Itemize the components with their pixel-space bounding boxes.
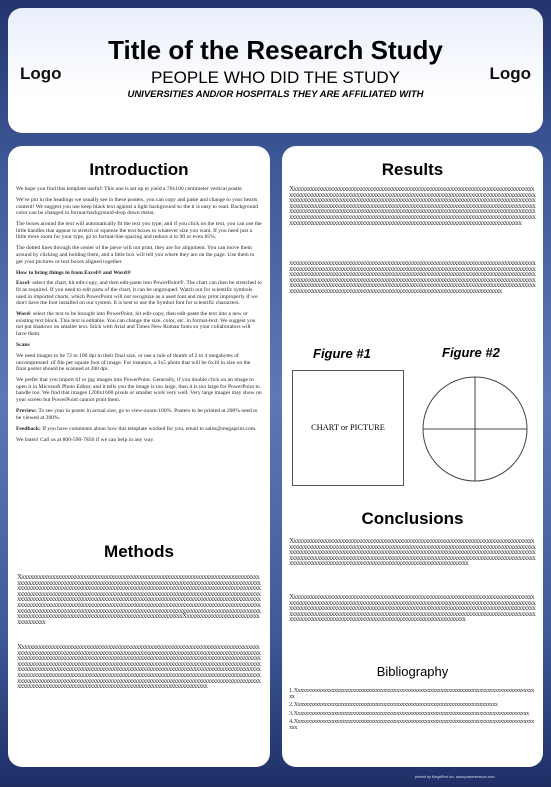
conclusions-text-block: Xxxxxxxxxxxxxxxxxxxxxxxxxxxxxxxxxxxxxxxxxxxxxxxxxxxxxxxxxxxxxxxxxxxxxxxxxxxxxxxxxxxxxxxxxxxxxxxxxxxxxxxxxxxxxxxxxxxxxxxxxxxxxxxxxxxxxxxxxxxxxxxxxxxxxxxxxxxxxxxxxxxxxxxxxxxxxxxxxxxxxxxxxxxxxxxxxxxxxxxxxxxxxxxxxxxxxxxxxxxxxxxxxxxxxxxxxxxxxxxxxxxxxxxxxxxxxxxxxxxxxxxxxxxxxxxxxxxxxxxxxxxxxxxxxxxxxxxxxxxxxxxxxxxxxxxxxxxxxxxxxxxxxxxxxxxxxxxxxxxxxxxxxxxxxxxxxxxxxxxxxxxxxxxxxxxxxxxxxxxxxxxxxxxxxxxxxxxxxxxxxxxxxxxxxxxxxx	[289, 594, 535, 624]
intro-paragraph: We've put in the headings we usually see in these posters, you can copy and paste and change to your hearts content! We suggest you use keep black text against a light background so the it is easy to read. Background color can be changed in format-background-drop down menu.	[16, 196, 259, 217]
bibliography-item: 3. Xxxxxxxxxxxxxxxxxxxxxxxxxxxxxxxxxxxxxxxxxxxxxxxxxxxxxxxxxxxxxxxxxxxxxxxxxxxxxxxxxxxxxxxxxx	[289, 709, 529, 717]
bibliography-heading: Bibliography	[376, 664, 449, 679]
conclusions-heading: Conclusions	[361, 509, 464, 528]
conclusions-text-block: Xxxxxxxxxxxxxxxxxxxxxxxxxxxxxxxxxxxxxxxxxxxxxxxxxxxxxxxxxxxxxxxxxxxxxxxxxxxxxxxxxxxxxxxxxxxxxxxxxxxxxxxxxxxxxxxxxxxxxxxxxxxxxxxxxxxxxxxxxxxxxxxxxxxxxxxxxxxxxxxxxxxxxxxxxxxxxxxxxxxxxxxxxxxxxxxxxxxxxxxxxxxxxxxxxxxxxxxxxxxxxxxxxxxxxxxxxxxxxxxxxxxxxxxxxxxxxxxxxxxxxxxxxxxxxxxxxxxxxxxxxxxxxxxxxxxxxxxxxxxxxxxxxxxxxxxxxxxxxxxxxxxxxxxxxxxxxxxxxxxxxxxxxxxxxxxxxxxxxxxxxxxxxxxxxxxxxxxxxxxxxxxxxxxxxxxxxxxxxxxxxxxxxxxxxxxxxxx	[289, 538, 535, 568]
bibliography-item: 2. Xxxxxxxxxxxxxxxxxxxxxxxxxxxxxxxxxxxxxxxxxxxxxxxxxxxxxxxxxxxxxxxxxxxxxxxxxxxxxx	[289, 701, 498, 709]
header-panel	[8, 8, 543, 133]
left-column-panel	[8, 146, 270, 767]
pie-placeholder-icon	[420, 374, 530, 484]
poster-title: Title of the Research Study	[108, 35, 443, 65]
preview-paragraph: Preview: To see your in poster in actual size, go to view-zoom-100%. Posters to be printed at 200% need to be viewed at 200%.	[16, 407, 258, 421]
results-text-block: xxxxxxxxxxxxxxxxxxxxxxxxxxxxxxxxxxxxxxxxxxxxxxxxxxxxxxxxxxxxxxxxxxxxxxxxxxxxxxxxxxxxxxxxxxxxxxxxxxxxxxxxxxxxxxxxxxxxxxxxxxxxxxxxxxxxxxxxxxxxxxxxxxxxxxxxxxxxxxxxxxxxxxxxxxxxxxxxxxxxxxxxxxxxxxxxxxxxxxxxxxxxxxxxxxxxxxxxxxxxxxxxxxxxxxxxxxxxxxxxxxxxxxxxxxxxxxxxxxxxxxxxxxxxxxxxxxxxxxxxxxxxxxxxxxxxxxxxxxxxxxxxxxxxxxxxxxxxxxxxxxxxxxxxxxxxxxxxxxxxxxxxxxxxxxxxxxxxxxxxxxxxxxxxxxxxxxxxxxxxxxxxxxxxxxxxxxxxxxxxxxxxxxxxxxxxxxxxxxxxxxxxxxxxxxxxxxxxxxxxxxxxxxxxxxxxxxxxxxxxxxxxxxxxxxxxxxxxxxxxxxxxxxxxxxxxxxxxxxxxxxxxxxxxxxxxxxxx	[289, 260, 535, 295]
intro-paragraph: We hope you find this template useful! This one is set up to yield a 70x100 centimeter vertical poster.	[16, 186, 244, 192]
methods-text-block: XxxxxxxxxxxxxxxxxxxxxxxxxxxxxxxxxxxxxxxxxxxxxxxxxxxxxxxxxxxxxxxxxxxxxxxxxxxxxxxxxxxxxxxxxxxxxxxxxxxxxxxxxxxxxxxxxxxxxxxxxxxxxxxxxxxxxxxxxxxxxxxxxxxxxxxxxxxxxxxxxxxxxxxxxxxxxxxxxxxxxxxxxxxxxxxxxxxxxxxxxxxxxxxxxxxxxxxxxxxxxxxxxxxxxxxxxxxxxxxxxxxxxxxxxxxxxxxxxxxxxxxxxxxxxxxxxxxxxxxxxxxxxxxxxxxxxxxxxxxxxxxxxxxxxxxxxxxxxxxxxxxxxxxxxxxxxxxxxxxxxxxxxxxxxxxxxxxxxxxxxxxxxxxxxxxxxxxxxxxxxxxxxxxxxxxxxxxxxxxxxxxxxxxxxxxxxxxxxxxxxxxxxxxxxxxxxxxxxxxxxxxxxxxxxxxxxxxxxxxxxxxxxxxxxxxxxxxxxxxxxxxxxxxxxxxxxxxxxxxxxxxxxxxxxxxxxxxxxxxxxxxxxxxxxxxxxxxxxxxxxxxxxxxxxxxxxxxxxxxxxxxxxxxxxxxxxxxxxxxxxxxxxxxxxxxxxxxxxxxxxxxxxxxxxxxxxxxxxxxxxxxxxxxxxxxxxxxxxxxxxxxxxxxxxxxxxxxxxxxxxxxxxxxXxxxxxxxxxxxxxxxxxxxxxxxxxxxxxxxxxxxx	[17, 574, 261, 626]
authors: PEOPLE WHO DID THE STUDY	[150, 68, 401, 87]
chart-placeholder-text: CHART or PICTURE	[311, 423, 385, 432]
intro-paragraph: The boxes around the text will automatically fit the text you type; and if you click on the text, you can use the little handles that appear to stretch or squeeze the text boxes to whatever size you want. If you need just a little more room for your type, go to format-line spacing and reduce it to 90 or even 85%.	[16, 221, 262, 241]
feedback-paragraph: Feedback: If you have comments about how this template worked for you, email to sales@megaprint.com.	[16, 425, 257, 432]
introduction-heading: Introduction	[89, 160, 189, 179]
methods-heading: Methods	[104, 542, 174, 561]
listen-paragraph: We listen! Call us at 800-590-7850 if we can help in any way.	[16, 436, 155, 443]
affiliations: UNIVERSITIES AND/OR HOSPITALS THEY ARE AFFILIATED WITH	[127, 89, 424, 100]
bibliography-item: 4. Xxxxxxxxxxxxxxxxxxxxxxxxxxxxxxxxxxxxxxxxxxxxxxxxxxxxxxxxxxxxxxxxxxxxxxxxxxxxxxxxxxxxxxxxxxxxxxx	[289, 717, 534, 732]
excel-paragraph: Excel- select the chart, hit edit-copy, and then edit-paste into PowerPoint®. The chart can then be stretched to fit as required. If you need to edit parts of the chart, it can be ungrouped. Watch out for scientific symbols used in imported charts, which PowerPoint will not recognize as a used font and may print improperly if we don't have the font installed on our system. It is best to use the Symbol font for scientific characters.	[16, 280, 262, 307]
word-paragraph: Word- select the text to be brought into PowerPoint, hit edit-copy, then edit-paste the text into a new or existing text block. This text is editable. You can change the size, color, etc. in format-text. We suggest you not put shadows on smaller text. Stick with Arial and Times New Roman fonts so your collaborators will have them.	[16, 311, 256, 338]
figure-2-label: Figure #2	[442, 345, 500, 360]
scans-heading: Scans	[16, 342, 30, 349]
figure-1-label: Figure #1	[313, 346, 371, 361]
bibliography-item: 1. Xxxxxxxxxxxxxxxxxxxxxxxxxxxxxxxxxxxxxxxxxxxxxxxxxxxxxxxxxxxxxxxxxxxxxxxxxxxxxxxxxxxxxxxxxxxxxx	[289, 687, 534, 701]
printer-credit: printed by MegaPrint Inc. www.postersession.com	[415, 775, 495, 779]
howto-heading: How to bring things in from Excel® and Word®	[16, 269, 132, 276]
right-column-panel	[282, 146, 543, 767]
chart-placeholder-box	[292, 370, 404, 486]
scans-paragraph: We prefer that you import tif or jpg images into PowerPoint. Generally, if you double click on an image to open it in Microsoft Photo Editor, and it tells you the image is too large, then it is too large for PowerPoint to handle too. We find that images 1200x1600 pixels or smaller work very well. Very large images may show on your screen but PowerPoint cannot print them.	[16, 377, 262, 403]
introduction-text	[16, 186, 262, 447]
results-heading: Results	[381, 160, 444, 179]
intro-paragraph: The dotted lines through the center of the piece will not print, they are for alignment. You can move them around by clicking and holding them, and a little box will tell you where they are on the page. Use them to get your pictures or text boxes aligned together.	[16, 245, 255, 265]
methods-text-block: Xxxxxxxxxxxxxxxxxxxxxxxxxxxxxxxxxxxxxxxxxxxxxxxxxxxxxxxxxxxxxxxxxxxxxxxxxxxxxxxxxxxxxxxxxxxxxxxxxxxxxxxxxxxxxxxxxxxxxxxxxxxxxxxxxxxxxxxxxxxxxxxxxxxxxxxxxxxxxxxxxxxxxxxxxxxxxxxxxxxxxxxxxxxxxxxxxxxxxxxxxxxxxxxxxxxxxxxxxxxxxxxxxxxxxxxxxxxxxxxxxxxxxxxxxxxxxxxxxxxxxxxxxxxxxxxxxxxxxxxxxxxxxxxxxxxxxxxxxxxxxxxxxxxxxxxxxxxxxxxxxxxxxxxxxxxxxxxxxxxxxxxxxxxxxxxxxxxxxxxxxxxxxxxxxxxxxxxxxxxxxxxxxxxxxxxxxxxxxxxxxxxxxxxxxxxxxxxxxxxxxxxxxxxxxxxxxxxxxxxxxxxxxxxxxxxxxxxxxxxxxxxxxxxxxxxxxxxxxxxxxxxxxxxxxxxxxxxxxxxxxxxxxxxxxxxxxxxxxxxxxxxxxxxxxxxxxxxxxxxxxxxxxxxxxxxxxxxxxxxxxxxxxxxxxxxxxxxxxxxxxxxxxxxxxxxxxxxxxxxxxxxxxxxxxxxxxxxxxxxxxxxxxxxxxxxxxxxxxxxxxxxxxxxxxxxxxxxxxxxxxxxxxxxxxxxxxxxx	[17, 644, 261, 691]
results-text-block: Xxxxxxxxxxxxxxxxxxxxxxxxxxxxxxxxxxxxxxxxxxxxxxxxxxxxxxxxxxxxxxxxxxxxxxxxxxxxxxxxxxxxxxxxxxxxxxxxxxxxxxxxxxxxxxxxxxxxxxxxxxxxxxxxxxxxxxxxxxxxxxxxxxxxxxxxxxxxxxxxxxxxxxxxxxxxxxxxxxxxxxxxxxxxxxxxxxxxxxxxxxxxxxxxxxxxxxxxxxxxxxxxxxxxxxxxxxxxxxxxxxxxxxxxxxxxxxxxxxxxxxxxxxxxxxxxxxxxxxxxxxxxxxxxxxxxxxxxxxxxxxxxxxxxxxxxxxxxxxxxxxxxxxxxxxxxxxxxxxxxxxxxxxxxxxxxxxxxxxxxxxxxxxxxxxxxxxxxxxxxxxxxxxxxxxxxxxxxxxxxxxxxxxxxxxxxxxxxxxxxxxxxxxxxxxxxxxxxxxxxxxxxxxxxxxxxxxxxxxxxxxxxxxxxxxxxxxxxxxxxxxxxxxxxxxxxxxxxxxxxxxxxxxxxxxxxxxxxxxxxxxxxxxxxxxxxxxxxxxxxxxxxxxxxxxxxxxxxxxxxxxxxxxxxxxxxxxxxxxxxxxxxxxxxxxxxxxxxxxxxxxxxxxxxxx	[289, 186, 535, 227]
logo-right: Logo	[489, 64, 531, 83]
bibliography-list	[289, 688, 536, 733]
scans-paragraph: We need images to be 72 to 100 dpi in their final size, or use a rule of thumb of 2 to 4 megabytes of uncompressed .tif file per square foot of image. For instance, a 3x5 photo that will be 6x10 in size on the final poster should be scanned at 200 dpi.	[16, 353, 251, 373]
logo-left: Logo	[20, 64, 62, 83]
